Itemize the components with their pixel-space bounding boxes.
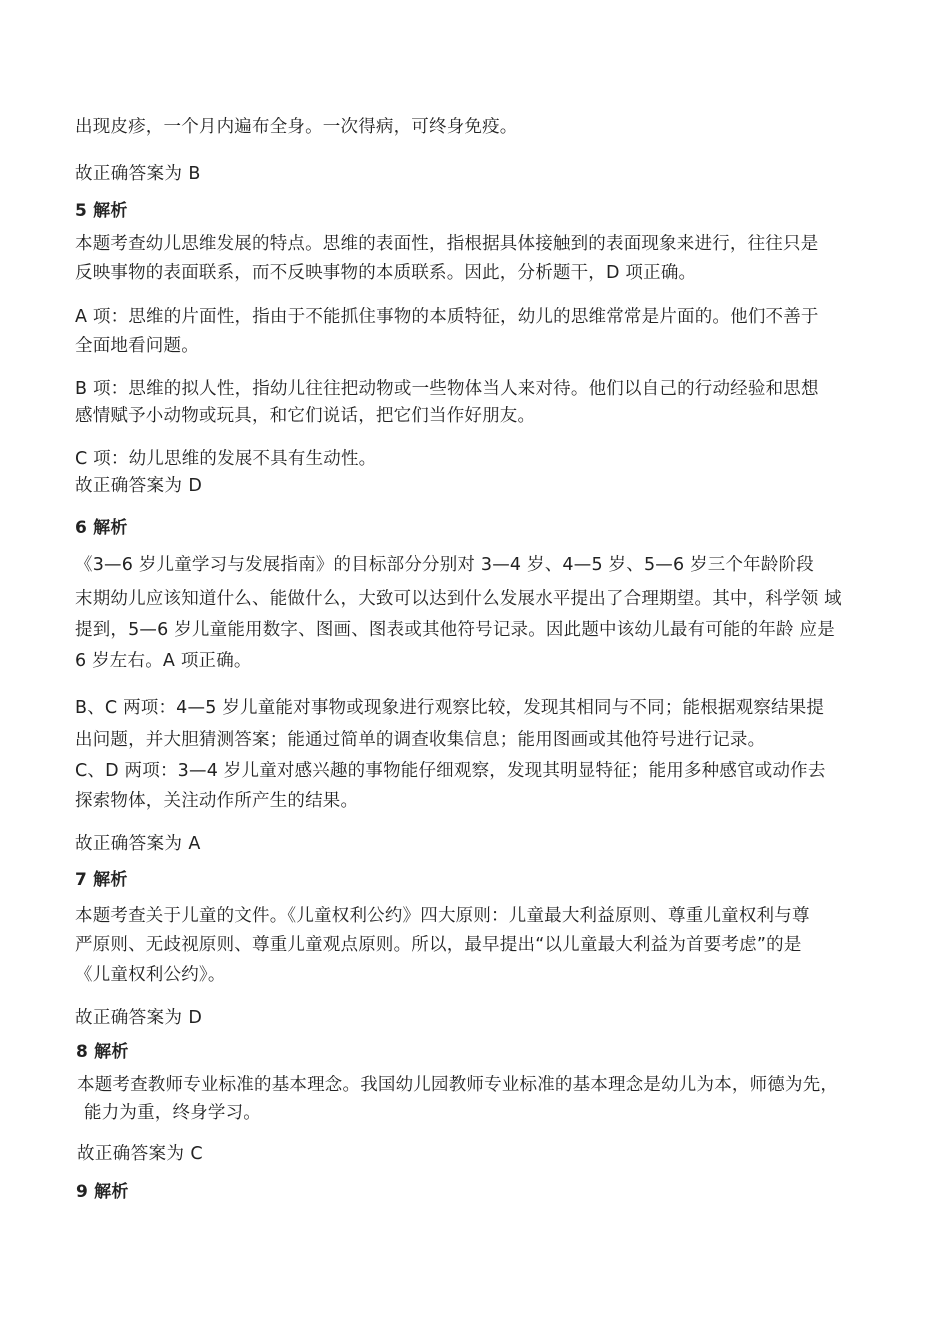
paragraph-line: 严原则、无歧视原则、尊重儿童观点原则。所以，最早提出“以儿童最大利益为首要考虑”的是 xyxy=(75,935,802,955)
paragraph-line: 出现皮疹，一个月内遍布全身。一次得病，可终身免疫。 xyxy=(75,117,518,137)
answer-line: 故正确答案为 C xyxy=(77,1144,203,1164)
section-heading-6: 6 解析 xyxy=(75,518,128,538)
section-heading-7: 7 解析 xyxy=(75,870,128,890)
answer-line: 故正确答案为 D xyxy=(75,1008,203,1028)
paragraph-line: 本题考查教师专业标准的基本理念。我国幼儿园教师专业标准的基本理念是幼儿为本，师德为先， xyxy=(77,1075,839,1095)
paragraph-line: 末期幼儿应该知道什么、能做什么，大致可以达到什么发展水平提出了合理期望。其中，科学领 域 xyxy=(75,589,842,609)
paragraph-line: 6 岁左右。A 项正确。 xyxy=(75,651,252,671)
paragraph-line: 探索物体，关注动作所产生的结果。 xyxy=(75,791,359,811)
answer-line: 故正确答案为 D xyxy=(75,476,203,496)
paragraph-line: 能力为重，终身学习。 xyxy=(84,1103,261,1123)
paragraph-line: C、D 两项：3—4 岁儿童对感兴趣的事物能仔细观察，发现其明显特征；能用多种感官或动作去 xyxy=(75,761,826,781)
section-heading-5: 5 解析 xyxy=(75,201,128,221)
paragraph-line: 提到，5—6 岁儿童能用数字、图画、图表或其他符号记录。因此题中该幼儿最有可能的年龄 应是 xyxy=(75,620,835,640)
paragraph-line: B 项：思维的拟人性，指幼儿往往把动物或一些物体当人来对待。他们以自己的行动经验和思想 xyxy=(75,379,819,399)
paragraph-line: 全面地看问题。 xyxy=(75,336,199,356)
paragraph-line: C 项：幼儿思维的发展不具有生动性。 xyxy=(75,449,377,469)
section-heading-8: 8 解析 xyxy=(76,1042,129,1062)
paragraph-line: 本题考查关于儿童的文件。《儿童权利公约》四大原则：儿童最大利益原则、尊重儿童权利与尊 xyxy=(75,906,810,926)
section-heading-9: 9 解析 xyxy=(76,1182,129,1202)
paragraph-line: 出问题，并大胆猜测答案；能通过简单的调查收集信息；能用图画或其他符号进行记录。 xyxy=(75,730,766,750)
paragraph-line: B、C 两项：4—5 岁儿童能对事物或现象进行观察比较，发现其相同与不同；能根据观察结果提 xyxy=(75,698,825,718)
paragraph-line: 《3—6 岁儿童学习与发展指南》的目标部分分别对 3—4 岁、4—5 岁、5—6 岁三个年龄阶段 xyxy=(75,555,814,575)
paragraph-line: 本题考查幼儿思维发展的特点。思维的表面性，指根据具体接触到的表面现象来进行，往往只是 xyxy=(75,234,819,254)
paragraph-line: 感情赋予小动物或玩具，和它们说话，把它们当作好朋友。 xyxy=(75,406,536,426)
paragraph-line: A 项：思维的片面性，指由于不能抓住事物的本质特征，幼儿的思维常常是片面的。他们不善于 xyxy=(75,307,819,327)
answer-line: 故正确答案为 A xyxy=(75,834,201,854)
answer-line: 故正确答案为 B xyxy=(75,164,201,184)
paragraph-line: 《儿童权利公约》。 xyxy=(75,965,226,985)
paragraph-line: 反映事物的表面联系，而不反映事物的本质联系。因此，分析题干，D 项正确。 xyxy=(75,263,697,283)
